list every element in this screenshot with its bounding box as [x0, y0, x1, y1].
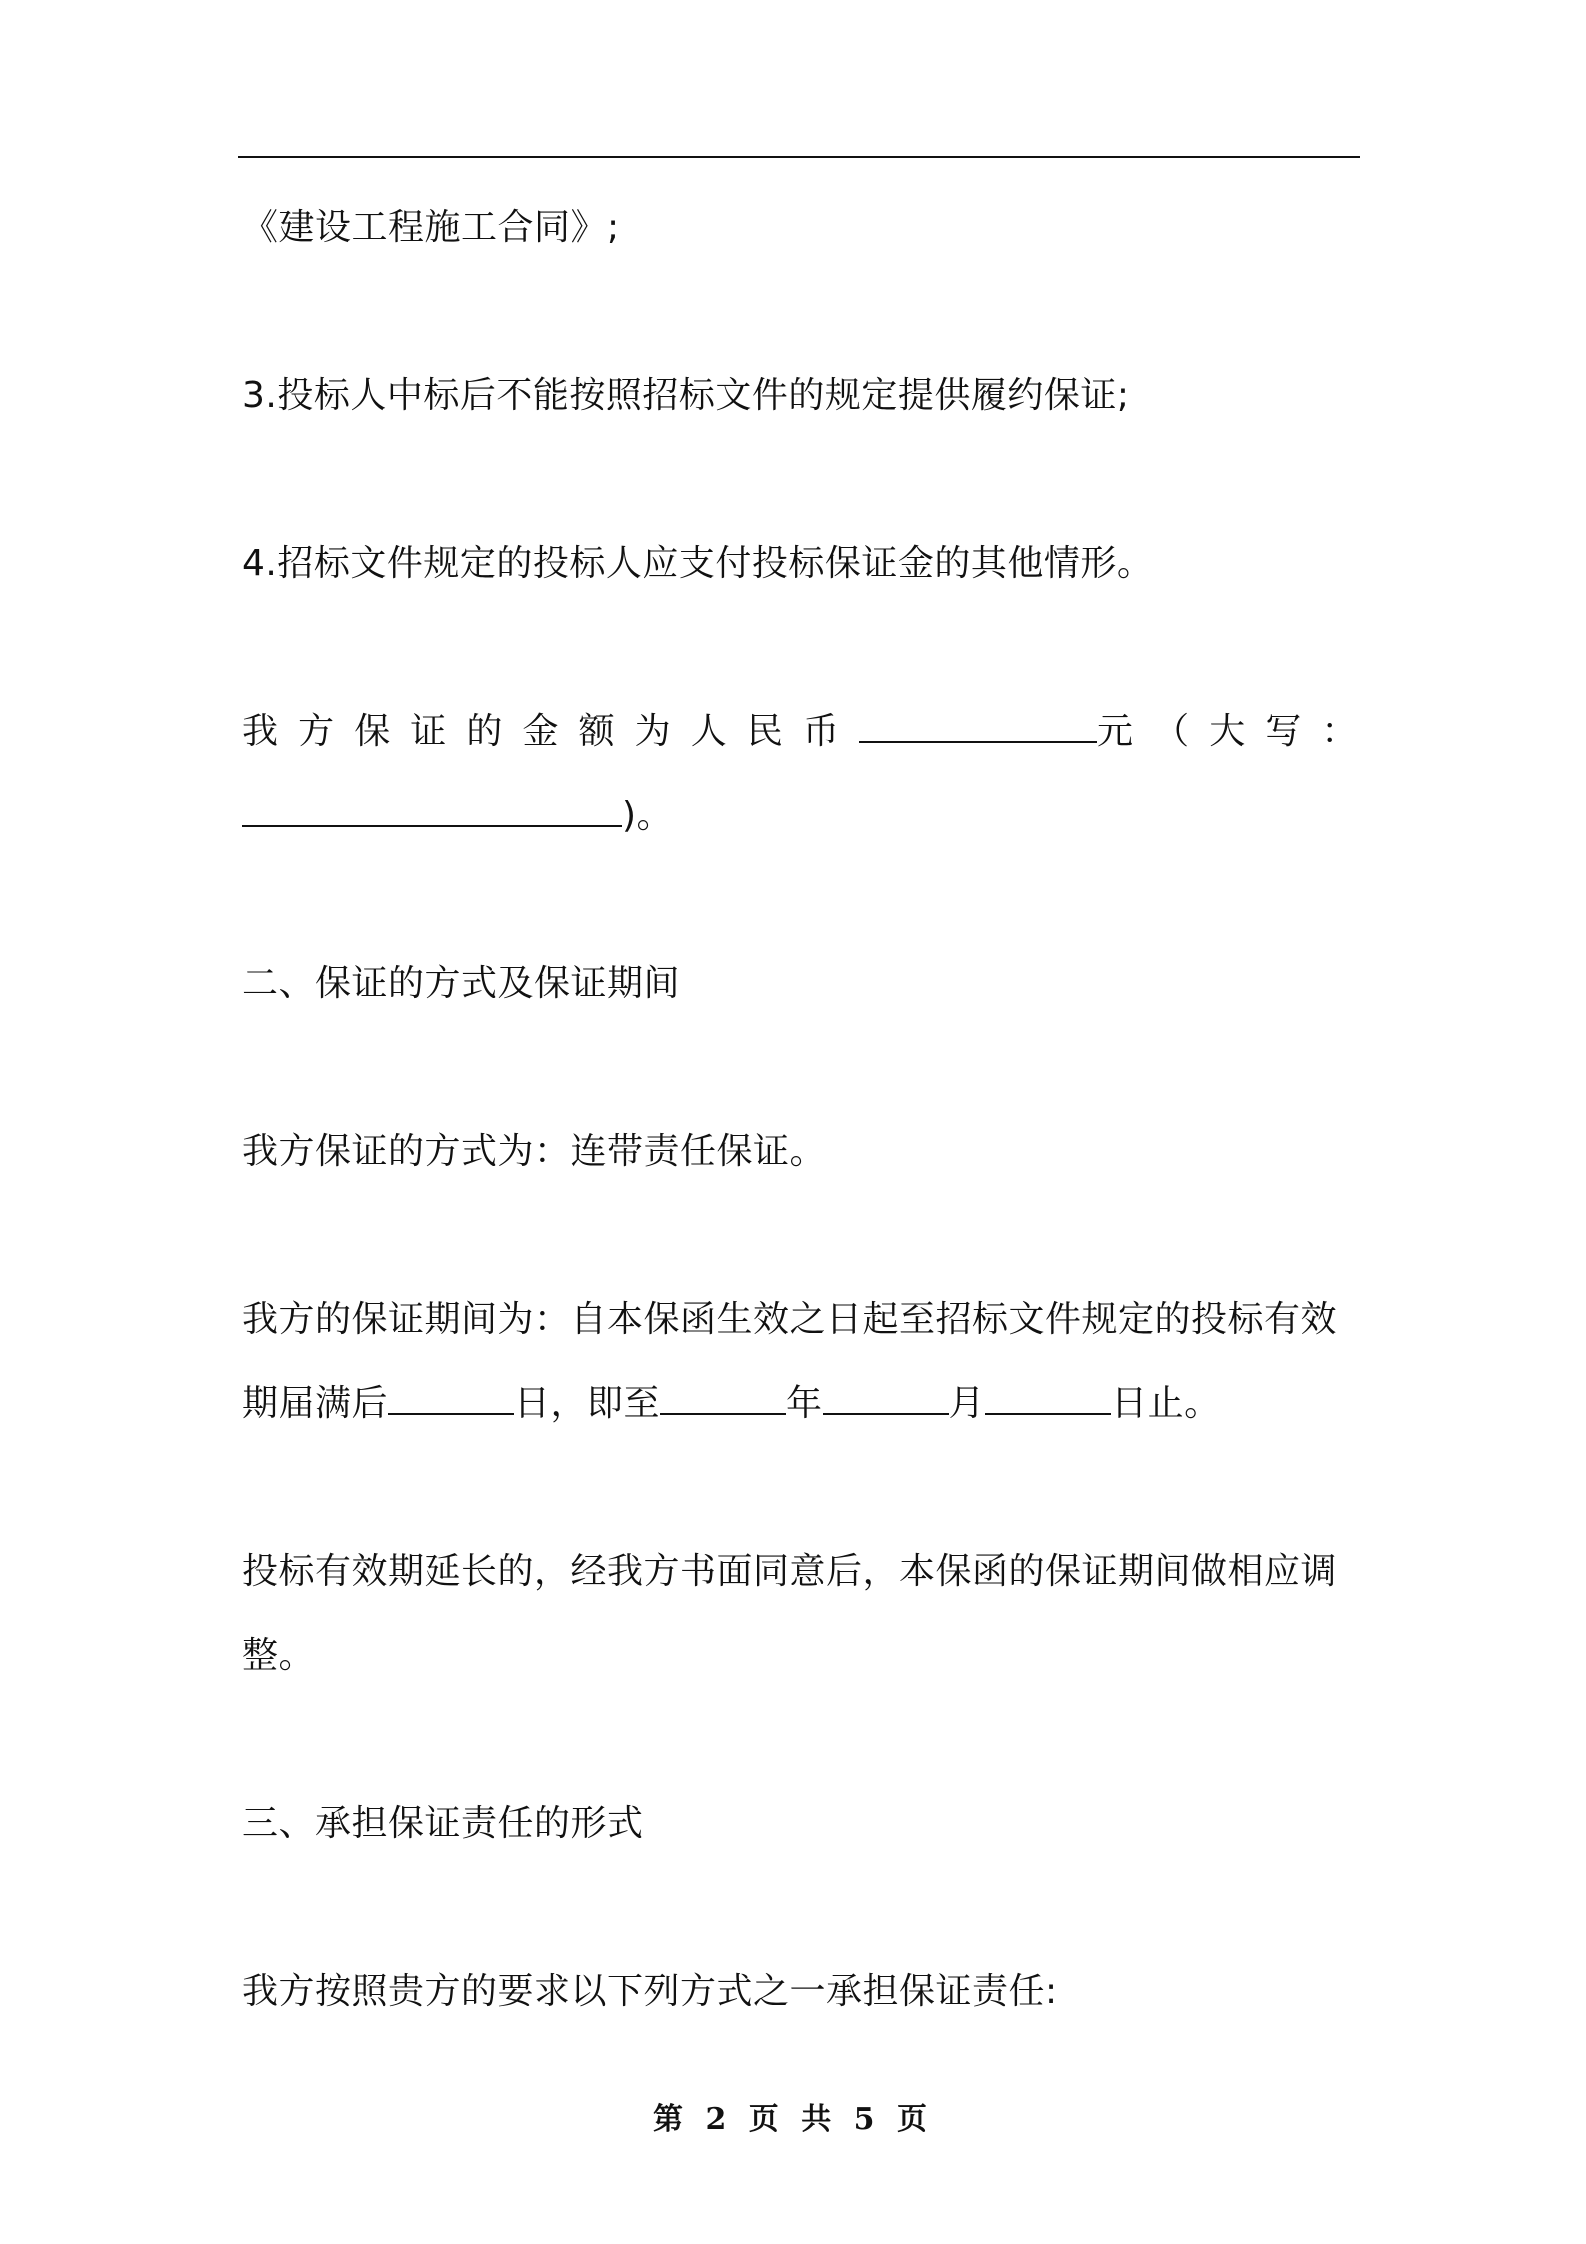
days-blank	[388, 1383, 514, 1415]
amount-blank	[859, 711, 1097, 743]
amount-uppercase-line	[242, 794, 673, 838]
year-blank	[660, 1383, 786, 1415]
amount-uppercase-blank	[242, 795, 622, 827]
header-rule	[238, 156, 1360, 158]
amount-char: 证	[410, 711, 447, 752]
amount-close: )。	[622, 795, 674, 836]
day-blank	[985, 1383, 1111, 1415]
period-line-2	[242, 1382, 1221, 1426]
amount-tail-char: （	[1153, 711, 1190, 752]
responsibility-intro-line: 我方按照贵方的要求以下列方式之一承担保证责任:	[242, 1971, 1058, 2012]
item-3-line: 3.投标人中标后不能按照招标文件的规定提供履约保证;	[242, 375, 1130, 416]
guarantee-method-line: 我方保证的方式为：连带责任保证。	[242, 1131, 827, 1172]
amount-line	[242, 710, 1358, 754]
amount-char: 我	[242, 711, 279, 752]
amount-char: 人	[690, 711, 728, 752]
amount-group	[859, 710, 1134, 754]
section-3-heading: 三、承担保证责任的形式	[242, 1803, 644, 1844]
amount-char: 保	[354, 711, 391, 752]
amount-char: 的	[466, 711, 503, 752]
item-4-line: 4.招标文件规定的投标人应支付投标保证金的其他情形。	[242, 543, 1154, 584]
month-blank	[823, 1383, 949, 1415]
contract-title-line: 《建设工程施工合同》;	[242, 207, 620, 248]
extension-line-1: 投标有效期延长的，经我方书面同意后，本保函的保证期间做相应调	[242, 1551, 1338, 1592]
period-end: 日止。	[1111, 1383, 1221, 1424]
amount-tail-char: 写	[1265, 711, 1302, 752]
period-month: 月	[948, 1383, 986, 1424]
page-number-footer: 第 2 页 共 5 页	[653, 2102, 933, 2137]
amount-char: 民	[746, 711, 784, 752]
amount-tail-char: ：	[1321, 711, 1358, 752]
amount-char: 为	[634, 711, 672, 752]
amount-char: 额	[578, 711, 616, 752]
period-days: 日，即至	[514, 1383, 661, 1424]
extension-line-2: 整。	[242, 1635, 316, 1676]
section-2-heading: 二、保证的方式及保证期间	[242, 963, 681, 1004]
amount-unit: 元	[1097, 711, 1134, 752]
amount-char: 方	[298, 711, 335, 752]
amount-tail-char: 大	[1209, 711, 1246, 752]
amount-char: 金	[522, 711, 559, 752]
amount-char: 币	[802, 711, 840, 752]
period-year: 年	[786, 1383, 823, 1424]
period-prefix: 期届满后	[242, 1383, 389, 1424]
period-line-1: 我方的保证期间为：自本保函生效之日起至招标文件规定的投标有效	[242, 1299, 1338, 1340]
